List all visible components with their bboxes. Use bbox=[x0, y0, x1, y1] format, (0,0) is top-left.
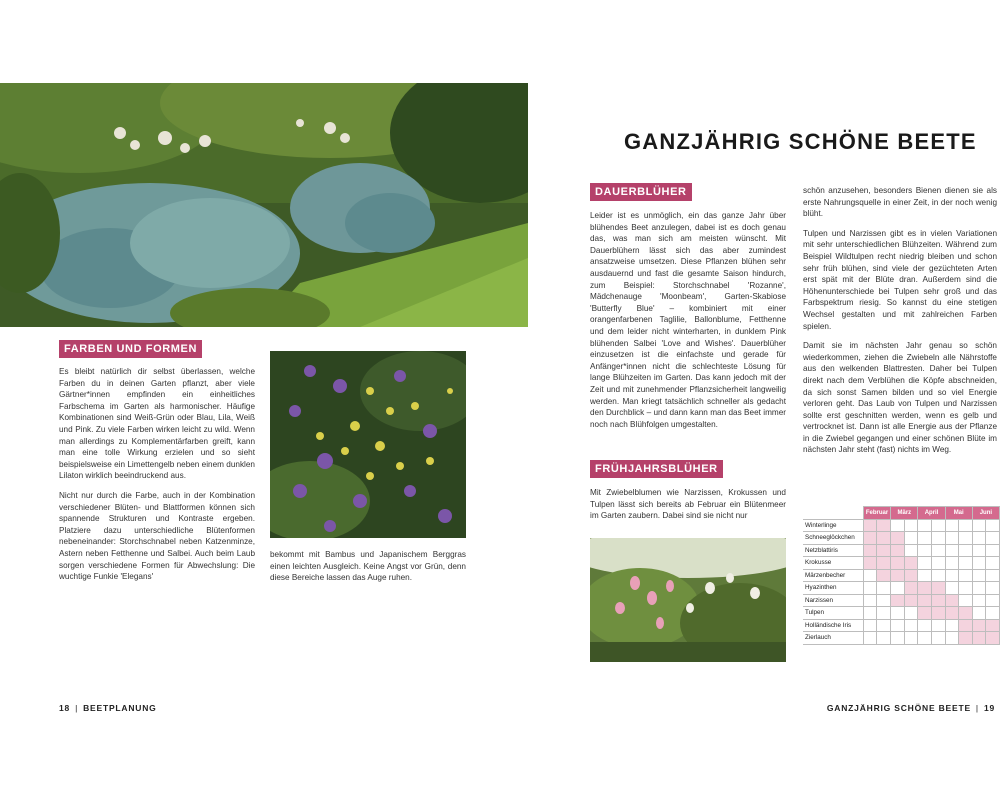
dauerblueher-text: Leider ist es unmöglich, ein das ganze Jahr über blühendes Beet anzulegen, dabei ist es doch genau das, was man sich am meisten wünscht. Mit Dauerblühern lässt sich das aber zumindest ansatzweise umsetzen. Diese Pflanzen blühen sehr ausdauernd und fast die gesamte Saison hindurch, zum Beispiel: Storchschnabel 'Rozanne', Mädchenauge 'Moonbeam', Garten-Skabiose 'Butterfly Blue' – kombiniert mit einer orangenfarbenen Taglilie, Ballonblume, Fetthenne und dem leider nicht winterharten, in dunklem Pink blühenden Salbei 'Love and Wishes'. Dauerblüher einzusetzen ist die einfachste und gerade für Anfänger*innen nicht die schlechteste Lösung für lange Blühzeiten im Garten. Das kann jedoch mit der Zeit und mit zunehmender Pflanzsicherheit langweilig werden. Man kriegt tatsächlich schneller als gedacht den Durchblick – und dann kann man das Beet immer noch nach Blühfolgen umgestalten. bbox=[590, 211, 786, 429]
bloom-cell bbox=[918, 519, 932, 532]
bloom-cell-active bbox=[918, 594, 932, 607]
bloom-cell-active bbox=[959, 607, 973, 620]
bloom-cell bbox=[932, 519, 946, 532]
bloom-cell-active bbox=[972, 632, 986, 645]
footer-section: GANZJÄHRIG SCHÖNE BEETE bbox=[826, 703, 971, 713]
bloom-cell bbox=[932, 557, 946, 570]
bloom-cell-active bbox=[945, 594, 959, 607]
bloom-cell bbox=[918, 557, 932, 570]
bloom-cell bbox=[959, 544, 973, 557]
plant-name: Zierlauch bbox=[803, 632, 863, 645]
bloom-cell-active bbox=[904, 594, 918, 607]
bloom-cell bbox=[959, 532, 973, 545]
paragraph: Damit sie im nächsten Jahr genau so schön wiederkommen, ziehen die Zwiebeln alle Nährstoffe aus den welkenden Blattresten. Daher bei Tulpen direkt nach dem Verblühen die Köpfe abschneiden, da sich sonst Samen bilden und so viel Energie verloren geht. Das Laub von Tulpen und Narzissen sollte erst geschnitten werden, wenn es gelb und vertrocknet ist. Dann ist alle Energie aus der Pflanze in die Zwiebel gegangen und einer schönen Blüte im nächsten Jahr steht (fast) nichts im Weg. bbox=[803, 341, 997, 455]
bloom-cell bbox=[945, 557, 959, 570]
bloom-cell-active bbox=[945, 607, 959, 620]
table-row bbox=[803, 619, 1000, 632]
paragraph: Es bleibt natürlich dir selbst überlassen, welche Farben du in deinen Garten pflanzt, aber viele Gärtner*innen empfinden ein einheitliches Farbschema im Garten als harmonischer. Häufige Kombinationen sind Weiß-Grün oder Blau, Lila, Weiß und Pink. Zu viele Farben wirken leicht zu wild. Wenn man allerdings zu Komplementärfarben greift, kann man eine tolle Wirkung erzielen und so sieht beispielsweise ein Limettengelb neben einem dunklen Lilaton wirklich beeindruckend aus. bbox=[59, 367, 255, 481]
bloom-cell-active bbox=[891, 594, 905, 607]
bloom-cell-active bbox=[877, 519, 891, 532]
bloom-cell bbox=[877, 607, 891, 620]
table-row bbox=[803, 594, 1000, 607]
bloom-cell-active bbox=[918, 582, 932, 595]
bloom-cell bbox=[918, 632, 932, 645]
bloom-cell-active bbox=[904, 557, 918, 570]
right-footer bbox=[827, 703, 995, 713]
plant-name: Narzissen bbox=[803, 594, 863, 607]
bloom-cell bbox=[863, 619, 877, 632]
paragraph: Nicht nur durch die Farbe, auch in der Kombination verschiedener Blüten- und Blattformen können sich spannende Strukturen und Kontraste ergeben. Platziere dazu unterschiedliche Blütenformen nebeneinander: Storchschnabel neben Katzenminze, Astern neben Fetthenne und Salbei. Auch beim Laub sorgen verschiedene Formen für Abwechslung: Die wuchtige Funkie 'Elegans' bbox=[59, 490, 255, 582]
table-row bbox=[803, 569, 1000, 582]
bloom-cell bbox=[863, 594, 877, 607]
bloom-cell-active bbox=[986, 619, 1000, 632]
bloom-cell bbox=[972, 607, 986, 620]
bloom-cell bbox=[986, 532, 1000, 545]
table-row bbox=[803, 582, 1000, 595]
table-corner bbox=[803, 507, 863, 520]
bloom-cell bbox=[932, 569, 946, 582]
bloom-cell bbox=[918, 569, 932, 582]
bloom-cell-active bbox=[891, 569, 905, 582]
bloom-cell bbox=[918, 532, 932, 545]
fruehjahrsblueher-text: Mit Zwiebelblumen wie Narzissen, Krokussen und Tulpen lässt sich bereits ab Februar ein Blütenmeer im Garten zaubern. Dabei sind sie nicht nur bbox=[590, 488, 786, 521]
bloom-cell bbox=[986, 594, 1000, 607]
bloom-cell-active bbox=[932, 594, 946, 607]
plant-name: Krokusse bbox=[803, 557, 863, 570]
plant-name: Winterlinge bbox=[803, 519, 863, 532]
table-header-row bbox=[803, 507, 1000, 520]
bloom-cell bbox=[891, 607, 905, 620]
bloom-cell bbox=[959, 557, 973, 570]
bloom-cell bbox=[972, 519, 986, 532]
bloom-cell bbox=[959, 569, 973, 582]
bloom-cell-active bbox=[877, 557, 891, 570]
left-footer bbox=[59, 703, 157, 713]
bloom-cell bbox=[863, 582, 877, 595]
plant-name: Märzenbecher bbox=[803, 569, 863, 582]
bloom-cell bbox=[918, 544, 932, 557]
bloom-cell bbox=[959, 594, 973, 607]
bloom-cell-active bbox=[863, 519, 877, 532]
left-column-text bbox=[59, 366, 255, 591]
footer-section: BEETPLANUNG bbox=[83, 703, 157, 713]
month-header: Februar bbox=[863, 507, 890, 520]
bloom-cell-active bbox=[932, 607, 946, 620]
bloom-cell bbox=[959, 582, 973, 595]
bloom-cell bbox=[986, 607, 1000, 620]
bloom-cell bbox=[877, 632, 891, 645]
table-row bbox=[803, 532, 1000, 545]
bloom-cell-active bbox=[877, 532, 891, 545]
bloom-cell bbox=[918, 619, 932, 632]
bloom-cell bbox=[972, 557, 986, 570]
bloom-cell-active bbox=[891, 532, 905, 545]
bloom-cell bbox=[972, 594, 986, 607]
bloom-cell bbox=[972, 582, 986, 595]
bloom-cell-active bbox=[959, 632, 973, 645]
tulip-bed-photo bbox=[590, 538, 786, 662]
bloom-cell bbox=[945, 569, 959, 582]
bloom-cell-active bbox=[959, 619, 973, 632]
bloom-cell-active bbox=[877, 544, 891, 557]
table-row bbox=[803, 557, 1000, 570]
footer-separator: | bbox=[975, 703, 979, 713]
bloom-cell bbox=[986, 519, 1000, 532]
bloom-cell bbox=[904, 632, 918, 645]
page-number: 19 bbox=[983, 703, 995, 713]
plant-name: Holländische Iris bbox=[803, 619, 863, 632]
plant-name: Netzblattiris bbox=[803, 544, 863, 557]
bloom-cell bbox=[877, 594, 891, 607]
hosta-garden-photo bbox=[0, 83, 528, 327]
purple-yellow-flowers-photo bbox=[270, 351, 466, 538]
month-header: April bbox=[918, 507, 945, 520]
bloom-cell bbox=[904, 532, 918, 545]
bloom-cell bbox=[932, 632, 946, 645]
bloom-cell-active bbox=[863, 557, 877, 570]
month-header: März bbox=[891, 507, 918, 520]
footer-separator: | bbox=[75, 703, 79, 713]
month-header: Mai bbox=[945, 507, 972, 520]
bloom-cell-active bbox=[932, 582, 946, 595]
table-row bbox=[803, 544, 1000, 557]
bloom-cell bbox=[986, 544, 1000, 557]
page-title: GANZJÄHRIG SCHÖNE BEETE bbox=[624, 129, 977, 154]
bloom-cell bbox=[986, 557, 1000, 570]
bloom-cell-active bbox=[891, 557, 905, 570]
plant-name: Hyazinthen bbox=[803, 582, 863, 595]
bloom-cell bbox=[932, 619, 946, 632]
bloom-cell bbox=[891, 582, 905, 595]
bloom-cell bbox=[863, 607, 877, 620]
bloom-cell bbox=[945, 582, 959, 595]
bloom-cell bbox=[972, 532, 986, 545]
bloom-cell bbox=[891, 632, 905, 645]
table-row bbox=[803, 607, 1000, 620]
bloom-cell bbox=[945, 544, 959, 557]
bloom-cell-active bbox=[918, 607, 932, 620]
bloom-cell bbox=[959, 519, 973, 532]
column-three-text bbox=[803, 185, 997, 464]
bloom-cell bbox=[904, 619, 918, 632]
section-label-dauerblueher: DAUERBLÜHER bbox=[590, 183, 692, 201]
left-continuation-text: bekommt mit Bambus und Japanischem Berggras einen leichten Ausgleich. Keine Angst vor Grün, denn diese Bereiche lassen das Auge ruhen. bbox=[270, 550, 466, 583]
bloom-cell bbox=[891, 619, 905, 632]
bloom-cell-active bbox=[904, 582, 918, 595]
bloom-cell-active bbox=[863, 532, 877, 545]
bloom-cell bbox=[932, 544, 946, 557]
bloom-cell bbox=[877, 619, 891, 632]
bloom-cell bbox=[863, 569, 877, 582]
paragraph: Tulpen und Narzissen gibt es in vielen Variationen mit sehr unterschiedlichen Blühzeiten. Während zum Beispiel Wildtulpen recht niedrig bleiben und schon sehr früh blühen, sind viele der gezüchteten Arten erst spät mit der Blüte dran. Außerdem sind die Höhenunterschiede bei Tulpen sehr groß und das Farbspektrum riesig. So kannst du eine stetigen Wechsel gestalten und mit zahlreichen Farben spielen. bbox=[803, 228, 997, 331]
table-row bbox=[803, 632, 1000, 645]
section-label-farben-formen: FARBEN UND FORMEN bbox=[59, 340, 202, 358]
page-number: 18 bbox=[59, 703, 71, 713]
bloom-cell bbox=[986, 582, 1000, 595]
bloom-cell bbox=[891, 519, 905, 532]
plant-name: Tulpen bbox=[803, 607, 863, 620]
table-row bbox=[803, 519, 1000, 532]
bloom-cell bbox=[986, 569, 1000, 582]
bloom-cell bbox=[877, 582, 891, 595]
bloom-cell bbox=[904, 519, 918, 532]
plant-name: Schneeglöckchen bbox=[803, 532, 863, 545]
bloom-cell-active bbox=[863, 544, 877, 557]
bloom-cell bbox=[972, 544, 986, 557]
bloom-cell bbox=[904, 607, 918, 620]
bloom-cell-active bbox=[877, 569, 891, 582]
bloom-calendar-table bbox=[803, 506, 1000, 645]
bloom-cell-active bbox=[986, 632, 1000, 645]
bloom-cell bbox=[945, 519, 959, 532]
bloom-cell bbox=[945, 619, 959, 632]
paragraph: schön anzusehen, besonders Bienen dienen sie als erste Nahrungsquelle in einer Zeit, in der noch wenig blüht. bbox=[803, 186, 997, 219]
section-label-fruehjahrsblueher: FRÜHJAHRSBLÜHER bbox=[590, 460, 723, 478]
bloom-cell-active bbox=[972, 619, 986, 632]
bloom-cell bbox=[945, 632, 959, 645]
bloom-cell-active bbox=[891, 544, 905, 557]
bloom-cell bbox=[904, 544, 918, 557]
bloom-cell bbox=[972, 569, 986, 582]
bloom-cell bbox=[932, 532, 946, 545]
bloom-cell-active bbox=[904, 569, 918, 582]
bloom-cell bbox=[945, 532, 959, 545]
bloom-cell bbox=[863, 632, 877, 645]
month-header: Juni bbox=[972, 507, 999, 520]
